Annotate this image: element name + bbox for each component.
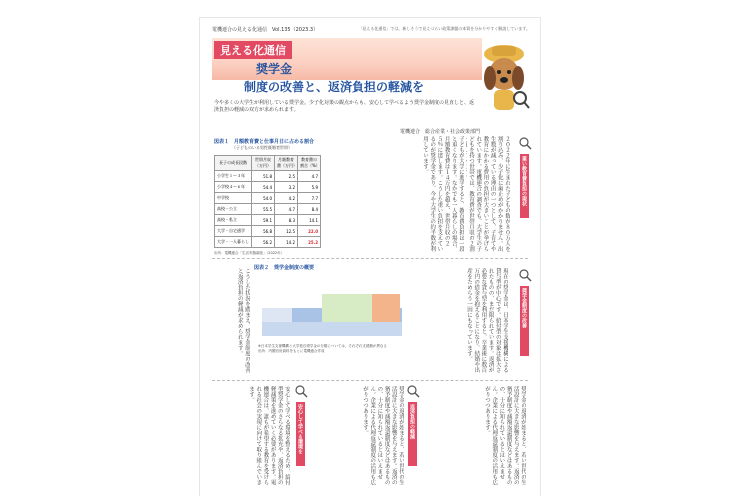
newsletter-page bbox=[200, 18, 540, 496]
table-title: 図表１ 月額教育費と仕事月日に占める割合 bbox=[214, 139, 315, 145]
section-label-environment: 安心して学べる環境を bbox=[296, 402, 305, 466]
table-row bbox=[215, 215, 321, 226]
magnifier-icon bbox=[518, 136, 532, 150]
scholarship-overview-figure bbox=[254, 264, 414, 374]
diagram-green-block bbox=[322, 294, 372, 322]
table-source: 出所：電機連合「生活実態調査」（2022年） bbox=[214, 251, 285, 255]
table-cell: 7.7 bbox=[298, 193, 321, 204]
table-cell: 中学校 bbox=[215, 193, 252, 204]
table-cell: 3.2 bbox=[275, 182, 298, 193]
table-cell: 高校・私立 bbox=[215, 215, 252, 226]
table-cell: 8.4 bbox=[298, 204, 321, 215]
table-cell: 14.2 bbox=[275, 237, 298, 248]
table-cell: 小学校４～６年 bbox=[215, 182, 252, 193]
section-divider bbox=[212, 380, 528, 381]
magnifier-icon bbox=[294, 384, 308, 398]
title-sub: 制度の改善と、返済負担の軽減を bbox=[244, 80, 425, 94]
table-cell: 大学・一人暮らし bbox=[215, 237, 252, 248]
table-cell-highlight: 25.2 bbox=[298, 237, 321, 248]
series-description: 「見える化通信」では、新しそうで見えづらい政策課題の本質を分かりやすく解説しています。 bbox=[358, 26, 530, 31]
table-cell: 4.7 bbox=[298, 171, 321, 182]
detective-dog-mascot bbox=[476, 40, 532, 114]
header-cell: 長子の成長段階 bbox=[215, 156, 252, 171]
data-table bbox=[214, 155, 321, 248]
body-column-2: ２０２２年に生まれた子どもの数が８０万人を割り込み、少子化に歯止めがかかりません。出生数が減っている理由の一つとして、子育てや教育にかかる費用の負担が大きいことが挙げられています。電機連合の調査でも、大学生の子どもを持つ世帯では、教育費が世帯月収の２割 bbox=[467, 136, 510, 252]
table-cell: 51.8 bbox=[252, 171, 275, 182]
header-cell: 月額教育費（万円） bbox=[275, 156, 298, 171]
issue-header: 電機連合の見える化通信 Vol.135（2023.3） bbox=[212, 27, 319, 33]
section-label-system: 奨学金制度の改善 bbox=[520, 286, 529, 356]
table-row bbox=[215, 204, 321, 215]
table-cell: 4.7 bbox=[275, 204, 298, 215]
body-column-1: 子どもが大学に進学すると、教育費負担は一段と重くなります。なかでも一人暮らしの場合、月額教育費は１４万円を超え、世帯月収の２５％に達します。こうした重い負担を支えているのが奨学金であり、今や大学生の約半数が利用しています。 bbox=[421, 136, 464, 252]
table-header-row bbox=[215, 156, 321, 171]
table-row bbox=[215, 193, 321, 204]
table-cell: 12.5 bbox=[275, 226, 298, 237]
table-cell: 54.0 bbox=[252, 193, 275, 204]
diagram-left-block bbox=[262, 308, 292, 322]
series-tag: 見える化通信 bbox=[214, 41, 292, 59]
diagram-base-band bbox=[262, 322, 402, 336]
table-cell: 小学生１～３年 bbox=[215, 171, 252, 182]
lead-text: 今や多くの大学生が利用している奨学金。少子化対策の観点からも、安心して学べるよう奨学金制度の見直しと、返済負担の軽減の双方が求められます。 bbox=[214, 100, 475, 113]
table-cell: 59.1 bbox=[252, 215, 275, 226]
table-cell: 8.3 bbox=[275, 215, 298, 226]
diagram-orange-block bbox=[372, 294, 400, 322]
table-cell: 4.2 bbox=[275, 193, 298, 204]
magnifier-icon bbox=[518, 268, 532, 282]
figure-note-text: ※日本学生支援機構と大学独自奨学金の分類については、それぞれ支援額が異なる bbox=[258, 344, 387, 348]
table-cell: 5.9 bbox=[298, 182, 321, 193]
table-row bbox=[215, 182, 321, 193]
header-cell: 教育費の割合（%） bbox=[298, 156, 321, 171]
department-credit: 電機連合 総合産業・社会政策部門 bbox=[400, 129, 481, 135]
education-cost-table bbox=[214, 138, 364, 256]
table-cell: 高校・公立 bbox=[215, 204, 252, 215]
body-column-7: 奨学金の返済が始まると、若い世代の生活設計に大きな影響を与えます。返済の猶予制度や減額返還制度などはあるものの、十分に知られているとはいえません。企業による代理返還制度の活用も広がりつつあります。 bbox=[483, 386, 526, 485]
section-divider bbox=[212, 258, 528, 259]
table-cell: 14.1 bbox=[298, 215, 321, 226]
body-column-3: こうした状況を踏まえ、奨学金制度の改善と返済負担の軽減が求められます。 bbox=[236, 268, 250, 373]
figure-title: 図表２ 奨学金制度の概要 bbox=[254, 265, 315, 271]
table-cell: 2.5 bbox=[275, 171, 298, 182]
table-subtitle: （子どものいる男性既婚者世帯） bbox=[232, 145, 292, 150]
table-cell: 56.2 bbox=[252, 237, 275, 248]
section-label-current: 重い教育費負担の現状 bbox=[520, 154, 529, 218]
table-cell: 54.4 bbox=[252, 182, 275, 193]
body-column-4: 現在の奨学金は、日本学生支援機構による貸与型が中心です。給付型の対象は拡大されたものの、まだ限られています。返済が必要な貸与型を利用すると、卒業後に数百万円の借金を抱えることになり、結婚や出産をためらう一因にもなっています。 bbox=[465, 268, 508, 373]
table-cell: 56.8 bbox=[252, 226, 275, 237]
table-row bbox=[215, 237, 321, 248]
body-column-5: 安心して学べる環境を整えるため、給付型奨学金のさらなる拡充や、返済負担の軽減策を進めていく必要があります。電機連合は、誰もが希望する教育を受けられる社会の実現に向けて取り組んでいきます。 bbox=[247, 386, 290, 485]
title-main: 奨学金 bbox=[256, 62, 293, 76]
table-cell: 55.5 bbox=[252, 204, 275, 215]
table-row bbox=[215, 171, 321, 182]
figure-note bbox=[258, 344, 408, 354]
scholarship-diagram bbox=[262, 282, 402, 338]
header-cell: 世帯月収（万円） bbox=[252, 156, 275, 171]
magnifier-icon bbox=[406, 384, 420, 398]
section-label-repayment: 返済負担の軽減 bbox=[408, 402, 417, 466]
table-cell-highlight: 22.0 bbox=[298, 226, 321, 237]
figure-source: 出所：内閣官房資料をもとに電機連合作成 bbox=[258, 349, 325, 353]
body-column-6: 奨学金の返済が始まると、若い世代の生活設計に大きな影響を与えます。返済の猶予制度や減額返還制度などはあるものの、十分に知られているとはいえません。企業による代理返還制度の活用も広がりつつあります。 bbox=[361, 386, 404, 485]
table-cell: 大学・自宅通学 bbox=[215, 226, 252, 237]
table-row bbox=[215, 226, 321, 237]
